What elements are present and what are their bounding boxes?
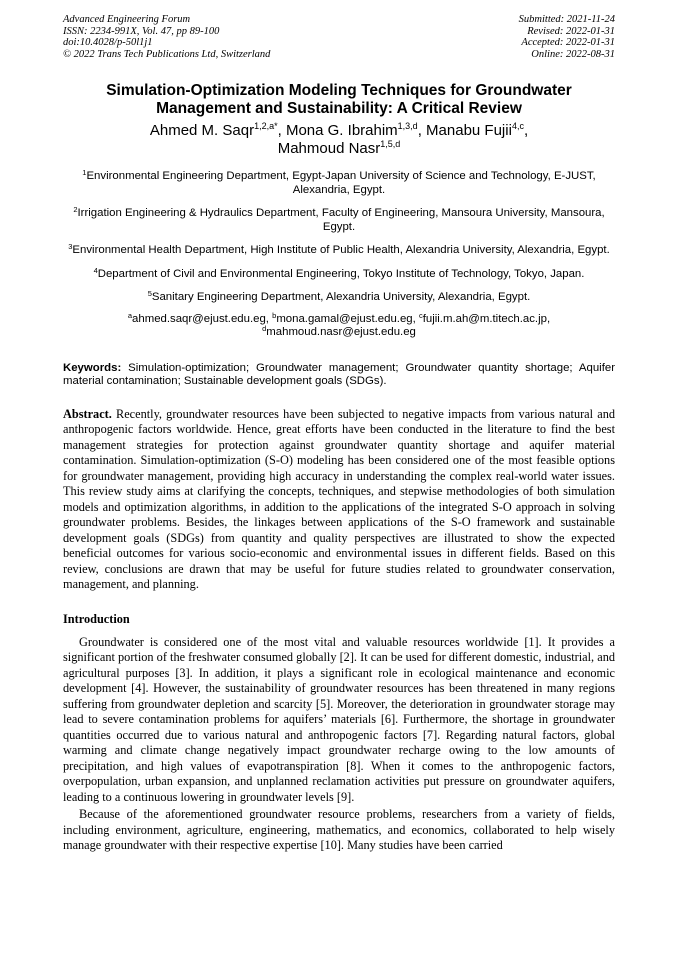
affiliation-marker: 4 — [93, 265, 98, 275]
keywords-text: Simulation-optimization; Groundwater management; Groundwater quantity shortage; Aquifer material contamination; Sustainable development goals (SDGs). — [63, 361, 615, 387]
author-affiliation-marker: 4,c — [511, 121, 524, 131]
abstract-text: Recently, groundwater resources have been subjected to negative impacts from various natural and anthropogenic factors worldwide. Hence, great efforts have been conducted in the literature to find the best management strategies for protection against groundwater quantity shortage and aquifer material contamination. Simulation-optimization (S-O) modeling has been considered one of the most feasible options for groundwater management, providing high accuracy in understanding the complex real-world water issues. This review study aims at clarifying the concepts, techniques, and stepwise methodologies of both simulation models and optimization algorithms, in addition to the applications of the integrated S-O approach in solving groundwater problems. Besides, the linkages between applications of the S-O framework and sustainable development goals (SDGs) from quantity and quality perspectives are illustrated to show the expected beneficial outcomes for various socio-economic and environmental issues in different fields. Based on this review, conclusions are drawn that may be useful for future studies related to groundwater conservation, management, and planning. — [63, 406, 615, 591]
issn-line: ISSN: 2234-991X, Vol. 47, pp 89-100 — [63, 25, 220, 37]
affiliation-5 — [63, 291, 615, 305]
email-address: mona.gamal@ejust.edu.eg, — [276, 312, 419, 325]
affiliation-4 — [63, 265, 615, 282]
affiliation-marker: 5 — [147, 289, 152, 298]
email-address: ahmed.saqr@ejust.edu.eg, — [132, 312, 273, 325]
affiliation-text: Environmental Engineering Department, Egypt-Japan University of Science and Technology, E-JUST, Alexandria, Egypt. — [86, 170, 596, 196]
abstract-section — [63, 407, 615, 593]
paper-page — [63, 14, 615, 854]
affiliation-2 — [63, 207, 615, 234]
abstract-label: Abstract. — [63, 406, 112, 421]
email-marker: b — [272, 310, 277, 320]
author-separator: , — [523, 122, 529, 139]
email-marker: a — [127, 310, 133, 320]
introduction-paragraph-2: Because of the aforementioned groundwater resource problems, researchers from a variety of fields, including environment, agriculture, engineering, mathematics, and economics, collaborated to help wisely manage groundwater with their respective expertise [10]. Many studies have been carried — [63, 807, 615, 852]
introduction-paragraph-1: Groundwater is considered one of the most vital and valuable resources worldwide [1]. It provides a significant portion of the freshwater consumed globally [2]. It can be used for different domestic, industrial, and agricultural purposes [3]. In addition, it plays a significant role in ecological maintenance and economic development [4]. However, the sustainability of groundwater resources has been threatened in many regions suffering from groundwater depletion and scarcity [5]. Moreover, the deterioration in groundwater storage may lead to severe contamination problems for aquifers’ materials [6]. Furthermore, the shortage in groundwater quantities occurred due to various natural and anthropogenic factors [7]. Regarding natural factors, global warming and climate change negatively impact groundwater recharge owing to the low amounts of precipitation, and high values of evapotranspiration [8]. When it comes to the anthropogenic factors, overpopulation, urban expansion, and unplanned reclamation activities put pressure on groundwater aquifers, leading to a continuous lowering in groundwater levels [9]. — [63, 634, 615, 804]
email-marker: c — [418, 310, 423, 320]
keywords-label: Keywords: — [63, 361, 122, 374]
introduction-heading: Introduction — [63, 611, 130, 626]
author-emails — [63, 310, 615, 340]
affiliation-text: Environmental Health Department, High Institute of Public Health, Alexandria University, Alexandria, Egypt. — [72, 244, 610, 256]
author-separator: , — [417, 122, 427, 139]
author-affiliation-marker: 1,3,d — [397, 121, 418, 131]
submitted-date: Submitted: 2021-11-24 — [518, 14, 615, 25]
publication-info — [63, 14, 270, 60]
email-address: mahmoud.nasr@ejust.edu.eg — [266, 326, 416, 338]
author-name: Mahmoud Nasr — [277, 140, 381, 157]
paper-title: Simulation-Optimization Modeling Techniques for Groundwater Management and Sustainability: A Critical Review — [106, 82, 572, 117]
affiliation-marker: 1 — [82, 168, 87, 177]
affiliation-marker: 3 — [68, 242, 73, 251]
author-name: Mona G. Ibrahim — [285, 122, 398, 139]
keywords-section — [63, 362, 615, 389]
journal-name: Advanced Engineering Forum — [63, 14, 191, 25]
affiliation-marker: 2 — [73, 205, 78, 214]
affiliation-text: Sanitary Engineering Department, Alexandria University, Alexandria, Egypt. — [151, 291, 531, 303]
affiliation-text: Department of Civil and Environmental Engineering, Tokyo Institute of Technology, Tokyo, Japan. — [97, 267, 585, 280]
online-date: Online: 2022-08-31 — [531, 48, 615, 60]
author-affiliation-marker: 1,5,d — [380, 139, 401, 149]
author-name: Manabu Fujii — [426, 122, 512, 139]
accepted-date: Accepted: 2022-01-31 — [521, 37, 615, 48]
affiliation-3 — [63, 244, 615, 258]
author-separator: , — [277, 122, 286, 139]
doi-line: doi:10.4028/p-50l1j1 — [63, 37, 153, 48]
author-list — [63, 122, 615, 158]
copyright-line: © 2022 Trans Tech Publications Ltd, Switzerland — [63, 48, 271, 60]
email-marker: d — [262, 324, 267, 333]
email-address: fujii.m.ah@m.titech.ac.jp, — [422, 312, 551, 325]
affiliation-1 — [63, 170, 615, 197]
journal-header — [63, 14, 615, 60]
publication-dates — [519, 14, 615, 60]
author-name: Ahmed M. Saqr — [149, 122, 255, 139]
revised-date: Revised: 2022-01-31 — [527, 25, 615, 37]
affiliation-text: Irrigation Engineering & Hydraulics Department, Faculty of Engineering, Mansoura University, Mansoura, Egypt. — [77, 207, 605, 233]
author-affiliation-marker: 1,2,a* — [254, 121, 278, 131]
